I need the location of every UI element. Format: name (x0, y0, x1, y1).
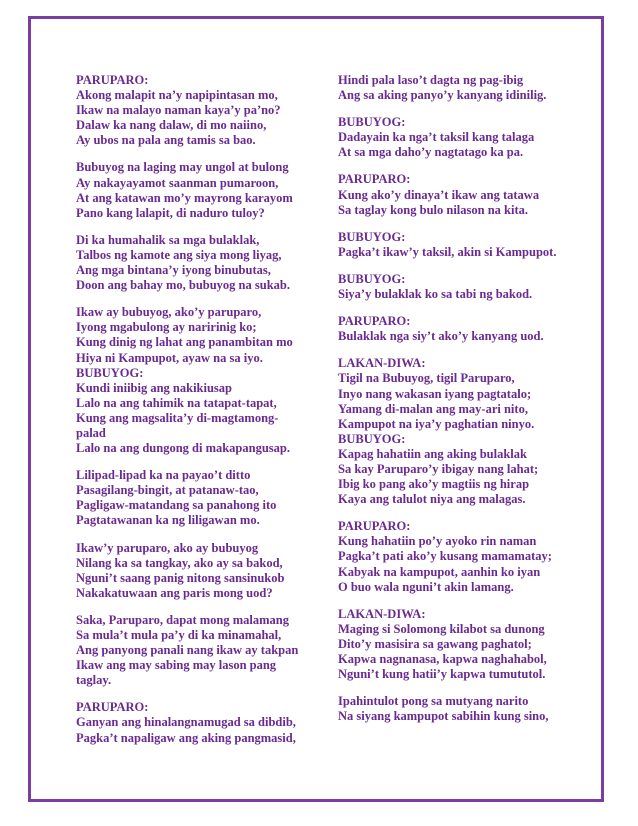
verse-line: PARUPARO: (338, 314, 411, 329)
verse-line: Ang panyong panali nang ikaw ay takpan (76, 643, 299, 658)
stanza (338, 607, 588, 682)
verse-line: Ikaw ang may sabing may lason pang (76, 658, 277, 673)
stanza (76, 73, 326, 148)
verse-line: Ay nakayayamot saanman pumaroon, (76, 175, 279, 190)
verse-line: Pagligaw-matandang sa panahong ito (76, 498, 277, 513)
verse-line: Bulaklak nga siy’t ako’y kanyang uod. (338, 329, 544, 344)
verse-line: Ay ubos na pala ang tamis sa bao. (76, 133, 256, 148)
verse-line: At sa mga daho’y nagtatago ka pa. (338, 145, 524, 160)
stanza (76, 305, 326, 456)
verse-line: Sa kay Paruparo’y ibigay nang lahat; (338, 461, 539, 476)
verse-line: Akong malapit na’y napipintasan mo, (76, 88, 278, 103)
verse-line: LAKAN-DIWA: (338, 356, 426, 371)
verse-line: Kung hahatiin po’y ayoko rin naman (338, 534, 537, 549)
verse-line: BUBUYOG: (76, 365, 144, 380)
stanza (76, 468, 326, 528)
stanza (338, 172, 588, 217)
verse-line: taglay. (76, 673, 112, 688)
verse-line: Pano kang lalapit, di naduro tuloy? (76, 205, 265, 220)
verse-line: Nakakatuwaan ang paris mong uod? (76, 585, 273, 600)
left-column (76, 73, 326, 758)
verse-line: BUBUYOG: (338, 229, 406, 244)
verse-line: Kampupot na iya’y paghatian ninyo. (338, 416, 535, 431)
verse-line: Talbos ng kamote ang siya mong liyag, (76, 247, 282, 262)
verse-line: Bubuyog na laging may ungol at bulong (76, 160, 289, 175)
stanza (338, 314, 588, 344)
verse-line: BUBUYOG: (338, 115, 406, 130)
verse-line: Di ka humahalik sa mga bulaklak, (76, 232, 260, 247)
verse-line: palad (76, 425, 106, 440)
verse-line: Pagka’t ikaw’y taksil, akin si Kampupot. (338, 244, 557, 259)
verse-line: Ibig ko pang ako’y magtiis ng hirap (338, 477, 530, 492)
verse-line: Kung ako’y dinaya’t ikaw ang tatawa (338, 187, 540, 202)
stanza (338, 356, 588, 507)
stanza (338, 694, 588, 724)
stanza (76, 700, 326, 745)
verse-line: Nguni’t saang panig nitong sansinukob (76, 570, 285, 585)
stanza (338, 272, 588, 302)
verse-line: Maging si Solomong kilabot sa dunong (338, 621, 545, 636)
stanza (338, 73, 588, 103)
verse-line: Ang mga bintana’y iyong binubutas, (76, 263, 271, 278)
verse-line: Nilang ka sa tangkay, ako ay sa bakod, (76, 555, 283, 570)
verse-line: PARUPARO: (338, 519, 411, 534)
verse-line: Hiya ni Kampupot, ayaw na sa iyo. (76, 350, 263, 365)
verse-line: Iyong mgabulong ay naririnig ko; (76, 320, 257, 335)
verse-line: Na siyang kampupot sabihin kung sino, (338, 709, 549, 724)
stanza (76, 160, 326, 220)
stanza (76, 541, 326, 601)
stanza (76, 233, 326, 293)
verse-line: Ikaw’y paruparo, ako ay bubuyog (76, 540, 259, 555)
verse-line: Hindi pala laso’t dagta ng pag-ibig (338, 73, 524, 87)
verse-line: At ang katawan mo’y mayrong karayom (76, 190, 293, 205)
verse-line: Sa mula’t mula pa’y di ka minamahal, (76, 628, 282, 642)
verse-line: Kung ang magsalita’y di-magtamong- (76, 410, 279, 425)
verse-line: Ipahintulot pong sa mutyang narito (338, 694, 529, 709)
verse-line: Pagtatawanan ka ng liligawan mo. (76, 513, 260, 528)
verse-line: Yamang di-malan ang may-ari nito, (338, 401, 528, 416)
verse-line: Ang sa aking panyo’y kanyang idinilig. (338, 88, 547, 103)
verse-line: BUBUYOG: (338, 271, 406, 286)
verse-line: Siya’y bulaklak ko sa tabi ng bakod. (338, 287, 533, 302)
right-column (338, 73, 588, 736)
verse-line: Kung dinig ng lahat ang panambitan mo (76, 335, 293, 350)
verse-line: Ikaw na malayo naman kaya’y pa’no? (76, 103, 281, 118)
verse-line: PARUPARO: (76, 700, 149, 715)
verse-line: Kapag hahatiin ang aking bulaklak (338, 446, 527, 461)
stanza (338, 115, 588, 160)
verse-line: Dito’y masisira sa gawang paghatol; (338, 636, 532, 651)
verse-line: BUBUYOG: (338, 431, 406, 446)
stanza (76, 613, 326, 688)
verse-line: Lalo na ang tahimik na tatapat-tapat, (76, 395, 277, 410)
verse-line: Inyo nang wakasan iyang pagtatalo; (338, 386, 532, 401)
verse-line: Lalo na ang dungong di makapangusap. (76, 441, 290, 456)
verse-line: Kaya ang talulot niya ang malagas. (338, 492, 526, 507)
stanza (338, 230, 588, 260)
verse-line: Lilipad-lipad ka na payao’t ditto (76, 468, 251, 483)
verse-line: O buo wala nguni’t akin lamang. (338, 579, 514, 594)
verse-line: Dadayain ka nga’t taksil kang talaga (338, 130, 535, 145)
verse-line: Kabyak na kampupot, aanhin ko iyan (338, 564, 541, 579)
verse-line: Nguni’t kung hatii’y kapwa tumututol. (338, 667, 546, 682)
verse-line: Pasagilang-bingit, at patanaw-tao, (76, 483, 259, 498)
verse-line: Sa taglay kong bulo nilason na kita. (338, 202, 528, 217)
verse-line: Dalaw ka nang dalaw, di mo naiino, (76, 118, 267, 133)
verse-line: Pagka’t pati ako’y kusang mamamatay; (338, 549, 552, 564)
verse-line: Ganyan ang hinalangnamugad sa dibdib, (76, 715, 296, 730)
verse-line: Ikaw ay bubuyog, ako’y paruparo, (76, 305, 262, 320)
verse-line: PARUPARO: (76, 73, 149, 87)
verse-line: Doon ang bahay mo, bubuyog na sukab. (76, 278, 290, 293)
verse-line: Kundi iniibig ang nakikiusap (76, 380, 232, 395)
stanza (338, 519, 588, 594)
verse-line: Saka, Paruparo, dapat mong malamang (76, 612, 289, 627)
verse-line: LAKAN-DIWA: (338, 606, 426, 621)
verse-line: PARUPARO: (338, 172, 411, 187)
verse-line: Kapwa nagnanasa, kapwa naghahabol, (338, 652, 547, 666)
verse-line: Pagka’t napaligaw ang aking pangmasid, (76, 730, 296, 745)
verse-line: Tigil na Bubuyog, tigil Paruparo, (338, 371, 515, 386)
